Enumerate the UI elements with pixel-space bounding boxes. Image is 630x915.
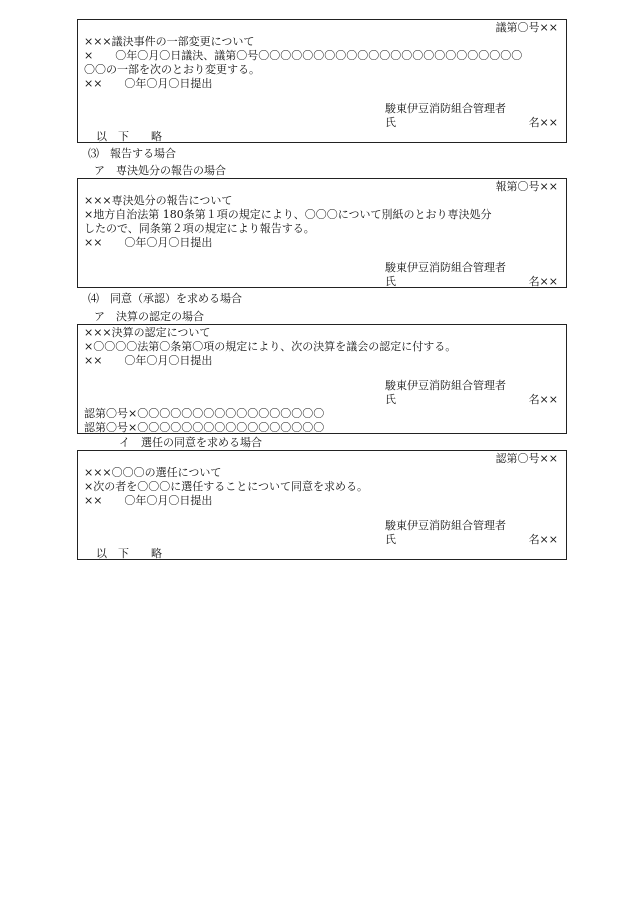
reference-number: 報第〇号×× [495, 180, 558, 193]
document-title: ×××〇〇〇の選任について [84, 466, 222, 479]
issuer-organization: 駿東伊豆消防組合管理者 [385, 261, 506, 274]
name-label-left: 氏 [385, 393, 396, 406]
section-heading-report: ⑶ 報告する場合 [88, 147, 176, 160]
name-label-right: 名×× [528, 116, 558, 129]
submission-date: ×× 〇年〇月〇日提出 [84, 354, 213, 367]
document-title: ×××専決処分の報告について [84, 194, 233, 207]
name-label-right: 名×× [528, 275, 558, 288]
omitted-note: 以 下 略 [96, 547, 162, 560]
body-text: したので、同条第２項の規定により報告する。 [84, 222, 315, 235]
document-title: ×××決算の認定について [84, 326, 211, 339]
settlement-approval-box [77, 324, 567, 434]
resolution-change-box [77, 19, 567, 143]
name-label-left: 氏 [385, 116, 396, 129]
name-label-right: 名×× [528, 393, 558, 406]
reference-number: 議第〇号×× [495, 21, 558, 34]
section-heading-consent: ⑷ 同意（承認）を求める場合 [88, 292, 242, 305]
reference-number: 認第〇号×× [495, 452, 558, 465]
list-item: 認第〇号×〇〇〇〇〇〇〇〇〇〇〇〇〇〇〇〇〇 [84, 407, 325, 420]
omitted-note: 以 下 略 [96, 130, 162, 143]
issuer-organization: 駿東伊豆消防組合管理者 [385, 102, 506, 115]
list-item: 認第〇号×〇〇〇〇〇〇〇〇〇〇〇〇〇〇〇〇〇 [84, 421, 325, 434]
special-disposal-report-box [77, 178, 567, 288]
body-text: ×〇〇〇〇法第〇条第〇項の規定により、次の決算を議会の認定に付する。 [84, 340, 457, 353]
body-text: ×次の者を〇〇〇に選任することについて同意を求める。 [84, 480, 368, 493]
appointment-consent-box [77, 450, 567, 560]
submission-date: ×× 〇年〇月〇日提出 [84, 494, 213, 507]
subsection-heading-appointment: イ 選任の同意を求める場合 [119, 436, 262, 449]
submission-date: ×× 〇年〇月〇日提出 [84, 77, 213, 90]
issuer-organization: 駿東伊豆消防組合管理者 [385, 519, 506, 532]
submission-date: ×× 〇年〇月〇日提出 [84, 236, 213, 249]
name-label-left: 氏 [385, 275, 396, 288]
name-label-left: 氏 [385, 533, 396, 546]
body-text: × 〇年〇月〇日議決、議第〇号〇〇〇〇〇〇〇〇〇〇〇〇〇〇〇〇〇〇〇〇〇〇〇〇 [84, 49, 523, 62]
document-title: ×××議決事件の一部変更について [84, 35, 255, 48]
body-text: 〇〇の一部を次のとおり変更する。 [84, 63, 260, 76]
body-text: ×地方自治法第 180条第１項の規定により、〇〇〇について別紙のとおり専決処分 [84, 208, 492, 221]
issuer-organization: 駿東伊豆消防組合管理者 [385, 379, 506, 392]
subsection-heading-special-disposal: ア 専決処分の報告の場合 [94, 164, 226, 177]
subsection-heading-settlement: ア 決算の認定の場合 [94, 310, 204, 323]
name-label-right: 名×× [528, 533, 558, 546]
